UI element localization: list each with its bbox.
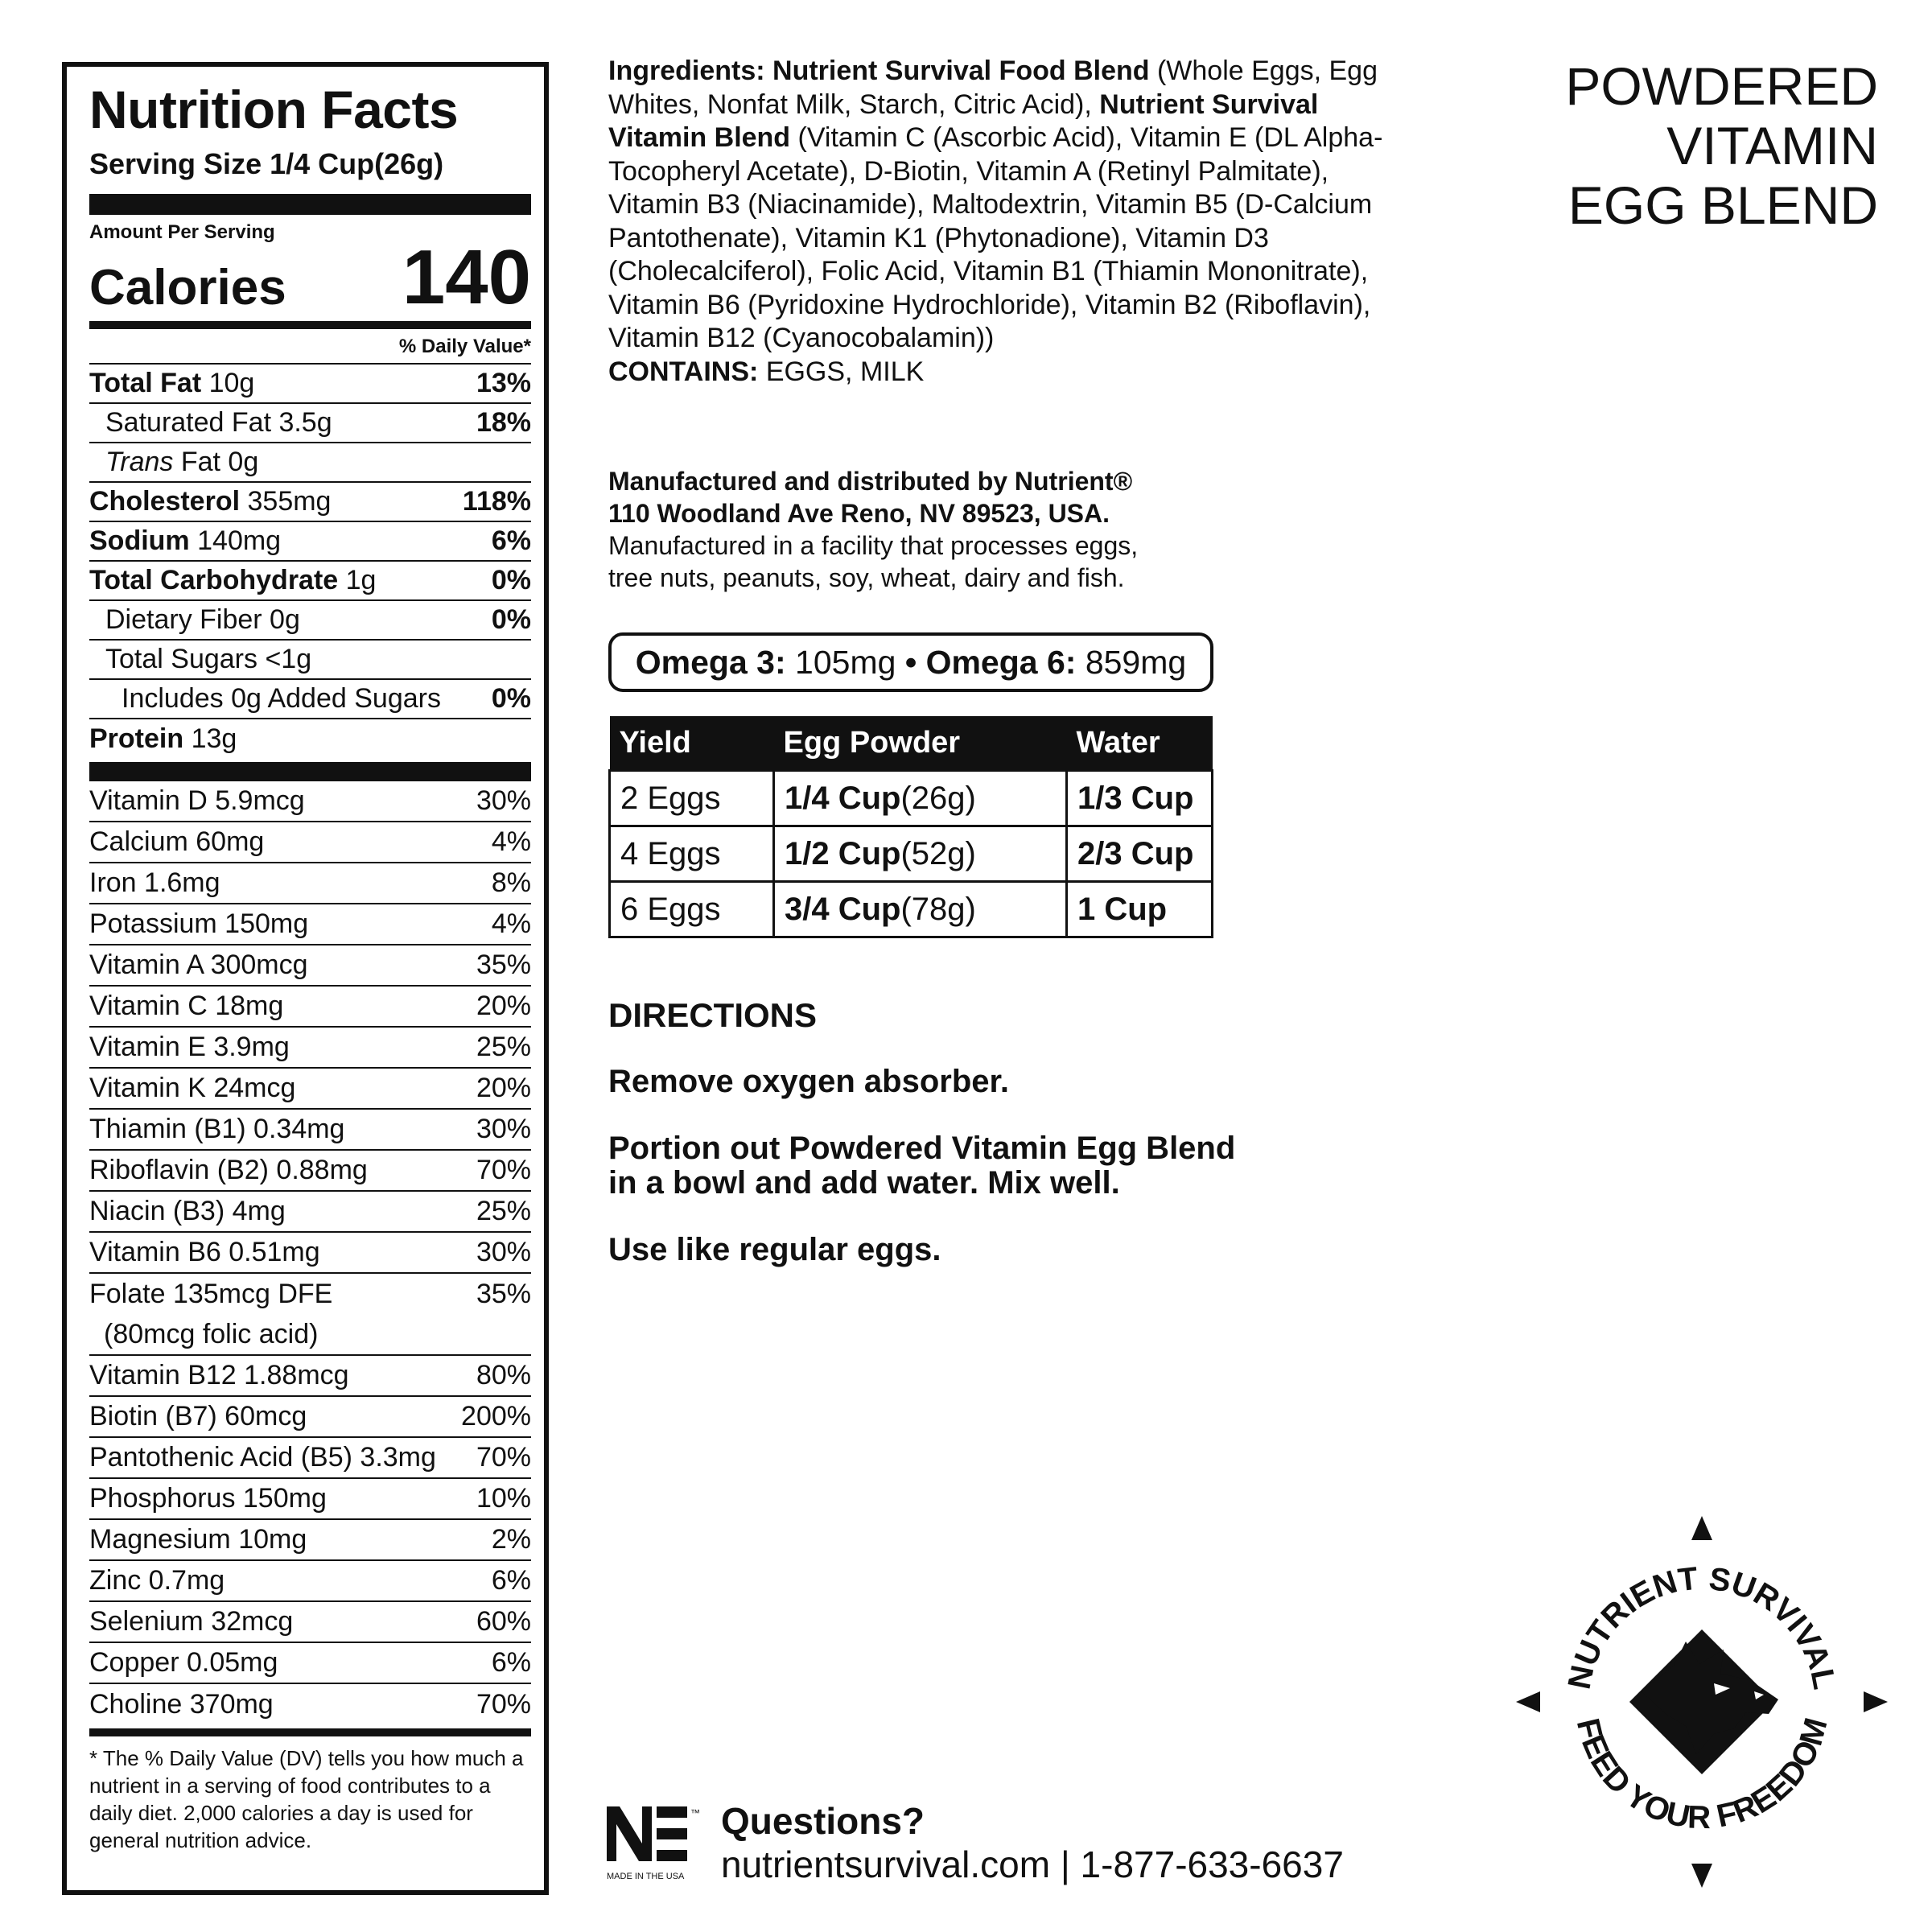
- vitamin-label: Selenium 32mcg: [89, 1606, 294, 1637]
- vitamin-label: Magnesium 10mg: [89, 1524, 307, 1555]
- contact-block: [721, 1799, 1344, 1886]
- divider-thick: [89, 194, 531, 215]
- vitamin-dv: 2%: [491, 1524, 531, 1555]
- water-cell: 1/3 Cup: [1067, 771, 1213, 826]
- vitamin-row: [89, 1233, 531, 1274]
- nutrient-row-trans-fat: [89, 443, 531, 483]
- vitamin-row: [89, 1274, 531, 1315]
- egg-powder-header: Egg Powder: [774, 716, 1067, 771]
- facility-notice: tree nuts, peanuts, soy, wheat, dairy and fish.: [608, 563, 1125, 592]
- table-row: [610, 882, 1213, 937]
- vitamin-dv: 70%: [476, 1689, 531, 1720]
- vitamin-dv: 25%: [476, 1032, 531, 1062]
- direction-step: Remove oxygen absorber.: [608, 1064, 1009, 1099]
- amount-per-serving: Amount Per Serving: [89, 221, 275, 243]
- made-in-usa-label: MADE IN THE USA: [607, 1872, 685, 1881]
- vitamin-row: [89, 781, 531, 822]
- daily-value-footnote: * The % Daily Value (DV) tells you how much a nutrient in a serving of food contributes to a daily diet. 2,000 calories a day is used for general nutrition advice.: [89, 1728, 531, 1854]
- food-blend-name: Nutrient Survival Food Blend: [772, 56, 1150, 86]
- vitamin-dv: 200%: [461, 1401, 531, 1431]
- facility-notice: Manufactured in a facility that processes eggs,: [608, 531, 1139, 560]
- arrow-left-icon: [1516, 1691, 1540, 1712]
- vitamin-label: Thiamin (B1) 0.34mg: [89, 1114, 345, 1144]
- nutrient-label: Protein: [89, 723, 184, 754]
- nutrient-label: Total Carbohydrate: [89, 565, 339, 595]
- vitamin-row: [89, 1151, 531, 1192]
- divider-thick: [89, 762, 531, 781]
- calories-row: [89, 234, 531, 320]
- vitamin-row: [89, 1397, 531, 1438]
- vitamin-row: [89, 987, 531, 1028]
- nutrient-dv: 0%: [491, 683, 531, 714]
- nutrient-amount: 10g: [208, 368, 255, 398]
- vitamin-dv: 25%: [476, 1196, 531, 1226]
- nutrient-dv: 6%: [491, 525, 531, 556]
- powder-cell: 3/4 Cup: [785, 891, 901, 927]
- directions-block: [608, 998, 1252, 1300]
- yield-header-row: [610, 716, 1213, 771]
- vitamin-dv: 35%: [476, 950, 531, 980]
- vitamin-label: Vitamin B12 1.88mcg: [89, 1360, 349, 1390]
- daily-value-header: % Daily Value*: [89, 329, 531, 365]
- vitamin-row: [89, 1438, 531, 1479]
- omega3-value: 105mg: [795, 643, 896, 681]
- nutrition-facts-panel: [62, 62, 549, 1895]
- divider-medium: [89, 321, 531, 329]
- nutrient-row-sodium: [89, 522, 531, 562]
- powder-cell: 1/2 Cup: [785, 835, 901, 871]
- vitamin-row: [89, 1520, 531, 1561]
- vitamin-label: Copper 0.05mg: [89, 1647, 278, 1678]
- direction-step: Portion out Powdered Vitamin Egg Blend: [608, 1131, 1236, 1166]
- contains-value: EGGS, MILK: [765, 356, 925, 387]
- product-title: [1476, 56, 1878, 235]
- vitamin-label: (80mcg folic acid): [104, 1319, 319, 1349]
- vitamin-label: Vitamin E 3.9mg: [89, 1032, 290, 1062]
- questions-heading: Questions?: [721, 1800, 925, 1842]
- yield-cell: 4 Eggs: [610, 826, 774, 882]
- direction-step: in a bowl and add water. Mix well.: [608, 1165, 1120, 1201]
- vitamin-dv: 20%: [476, 1073, 531, 1103]
- calories-value: 140: [402, 234, 531, 320]
- ne-logo-icon: [605, 1805, 702, 1885]
- nutrient-label-italic: Trans: [105, 447, 174, 477]
- vitamin-blend-items: (Vitamin C (Ascorbic Acid), Vitamin E (DL Alpha-Tocopheryl Acetate), D-Biotin, Vitamin A (Retinyl Palmitate), Vitamin B3 (Niacinamide), Maltodextrin, Vitamin B5 (D-Calcium Pantothenate), Vitamin K1 (Phytonadione), Vitamin D3 (Cholecalciferol), Folic Acid, Vitamin B1 (Thiamin Mononitrate), Vitamin B6 (Pyridoxine Hydrochloride), Vitamin B2 (Riboflavin), Vitamin B12 (Cyanocobalamin)): [608, 122, 1383, 353]
- vitamin-row: [89, 1315, 531, 1356]
- powder-cell: 1/4 Cup: [785, 780, 901, 816]
- vitamin-dv: 8%: [491, 867, 531, 898]
- vitamin-label: Zinc 0.7mg: [89, 1565, 225, 1596]
- nutrient-label: Includes 0g Added Sugars: [122, 683, 441, 714]
- nutrient-label: Dietary Fiber 0g: [105, 604, 300, 635]
- nutrient-amount: 1g: [345, 565, 377, 595]
- powder-grams: (26g): [900, 780, 976, 816]
- direction-step: Use like regular eggs.: [608, 1232, 941, 1267]
- nutrient-row-saturated-fat: [89, 404, 531, 443]
- vitamin-dv: 70%: [476, 1442, 531, 1473]
- vitamin-dv: 6%: [491, 1565, 531, 1596]
- vitamin-row: [89, 1684, 531, 1725]
- table-row: [610, 826, 1213, 882]
- vitamin-label: Pantothenic Acid (B5) 3.3mg: [89, 1442, 436, 1473]
- nutrient-amount: 140mg: [197, 525, 282, 556]
- nutrient-dv: 18%: [476, 407, 531, 438]
- contact-line[interactable]: nutrientsurvival.com | 1-877-633-6637: [721, 1843, 1344, 1885]
- vitamin-label: Choline 370mg: [89, 1689, 274, 1720]
- vitamin-blend-name: Nutrient Survival Vitamin Blend: [608, 89, 1319, 153]
- vitamin-dv: 10%: [476, 1483, 531, 1514]
- vitamin-row: [89, 822, 531, 863]
- water-header: Water: [1067, 716, 1213, 771]
- manufacturer-line: Manufactured and distributed by Nutrient®: [608, 467, 1133, 496]
- vitamin-label: Niacin (B3) 4mg: [89, 1196, 286, 1226]
- nutrient-dv: 13%: [476, 368, 531, 398]
- nutrient-label: Cholesterol: [89, 486, 241, 517]
- yield-cell: 2 Eggs: [610, 771, 774, 826]
- directions-heading: DIRECTIONS: [608, 996, 818, 1034]
- nutrient-dv: 0%: [491, 604, 531, 635]
- vitamin-label: Phosphorus 150mg: [89, 1483, 327, 1514]
- vitamin-label: Riboflavin (B2) 0.88mg: [89, 1155, 368, 1185]
- vitamin-row: [89, 945, 531, 987]
- omega6-label: Omega 6:: [925, 643, 1077, 681]
- vitamin-label: Calcium 60mg: [89, 826, 265, 857]
- title-line: VITAMIN: [1666, 116, 1878, 175]
- ingredients-label: Ingredients:: [608, 56, 765, 86]
- nutrition-title: Nutrition Facts: [89, 80, 459, 139]
- vitamin-row: [89, 1028, 531, 1069]
- badge-bottom-text: FEED YOUR FREEDOM: [1569, 1714, 1835, 1836]
- badge-top-text: NUTRIENT SURVIVAL: [1561, 1560, 1843, 1692]
- nutrient-amount: 13g: [191, 723, 237, 754]
- vitamin-dv: 60%: [476, 1606, 531, 1637]
- vitamin-row: [89, 1602, 531, 1643]
- food-blend-items: (Whole Eggs, Egg Whites, Nonfat Milk, Starch, Citric Acid),: [608, 56, 1378, 120]
- title-line: POWDERED: [1565, 56, 1878, 116]
- powder-grams: (78g): [900, 891, 976, 927]
- powder-grams: (52g): [900, 835, 976, 871]
- vitamin-label: Potassium 150mg: [89, 908, 309, 939]
- water-cell: 1 Cup: [1067, 882, 1213, 937]
- vitamin-label: Iron 1.6mg: [89, 867, 220, 898]
- vitamin-row: [89, 1643, 531, 1684]
- vitamin-dv: 4%: [491, 826, 531, 857]
- vitamin-dv: 35%: [476, 1279, 531, 1309]
- vitamin-row: [89, 1479, 531, 1520]
- nutrient-label: Total Sugars <1g: [105, 644, 312, 674]
- vitamin-dv: 30%: [476, 1114, 531, 1144]
- vitamin-dv: 6%: [491, 1647, 531, 1678]
- nutrient-row-total-fat: [89, 365, 531, 404]
- vitamin-label: Folate 135mcg DFE: [89, 1279, 333, 1309]
- title-line: EGG BLEND: [1567, 175, 1878, 235]
- wolf-head-icon: [1629, 1629, 1778, 1774]
- nutrient-amount: 355mg: [247, 486, 332, 517]
- nutrient-row-cholesterol: [89, 483, 531, 522]
- vitamin-dv: 30%: [476, 1237, 531, 1267]
- vitamin-label: Vitamin C 18mg: [89, 991, 284, 1021]
- vitamin-row: [89, 1110, 531, 1151]
- nutrient-row-dietary-fiber: [89, 601, 531, 641]
- vitamin-row: [89, 863, 531, 904]
- manufacturer-block: [608, 465, 1252, 594]
- serving-size: Serving Size 1/4 Cup(26g): [89, 147, 444, 180]
- table-row: [610, 771, 1213, 826]
- nutrient-row-total-carbohydrate: [89, 562, 531, 601]
- vitamin-row: [89, 904, 531, 945]
- nutrient-label: Fat 0g: [180, 447, 259, 477]
- nutrient-label: Sodium: [89, 525, 190, 556]
- nutrient-label: Total Fat: [89, 368, 202, 398]
- vitamin-row: [89, 1192, 531, 1233]
- vitamin-dv: 20%: [476, 991, 531, 1021]
- vitamin-dv: 4%: [491, 908, 531, 939]
- nutrient-dv: 0%: [491, 565, 531, 595]
- vitamin-dv: 70%: [476, 1155, 531, 1185]
- calories-label: Calories: [89, 260, 286, 315]
- yield-header: Yield: [610, 716, 774, 771]
- vitamin-label: Vitamin D 5.9mcg: [89, 785, 305, 816]
- nutrient-dv: 118%: [462, 486, 531, 517]
- omega-box: [608, 632, 1213, 692]
- nutrient-survival-badge: [1513, 1513, 1891, 1891]
- vitamin-row: [89, 1561, 531, 1602]
- contains-label: CONTAINS:: [608, 356, 759, 387]
- manufacturer-address: 110 Woodland Ave Reno, NV 89523, USA.: [608, 499, 1110, 528]
- vitamin-row: [89, 1356, 531, 1397]
- nutrient-row-added-sugars: [89, 680, 531, 719]
- nutrient-row-total-sugars: [89, 641, 531, 680]
- nutrient-label: Saturated Fat 3.5g: [105, 407, 332, 438]
- omega-separator: •: [904, 643, 917, 681]
- vitamin-dv: 80%: [476, 1360, 531, 1390]
- vitamin-list: [89, 781, 531, 1725]
- water-cell: 2/3 Cup: [1067, 826, 1213, 882]
- vitamin-dv: 30%: [476, 785, 531, 816]
- yield-table: [608, 716, 1213, 938]
- arrow-right-icon: [1864, 1691, 1888, 1712]
- vitamin-label: Vitamin K 24mcg: [89, 1073, 296, 1103]
- vitamin-label: Biotin (B7) 60mcg: [89, 1401, 307, 1431]
- arrow-up-icon: [1691, 1516, 1712, 1540]
- vitamin-row: [89, 1069, 531, 1110]
- trademark-mark: ™: [690, 1807, 700, 1819]
- yield-cell: 6 Eggs: [610, 882, 774, 937]
- vitamin-label: Vitamin A 300mcg: [89, 950, 308, 980]
- omega6-value: 859mg: [1085, 643, 1187, 681]
- vitamin-label: Vitamin B6 0.51mg: [89, 1237, 320, 1267]
- nutrient-row-protein: [89, 719, 531, 759]
- omega3-label: Omega 3:: [635, 643, 786, 681]
- arrow-down-icon: [1691, 1864, 1712, 1888]
- ingredients-block: [608, 55, 1421, 389]
